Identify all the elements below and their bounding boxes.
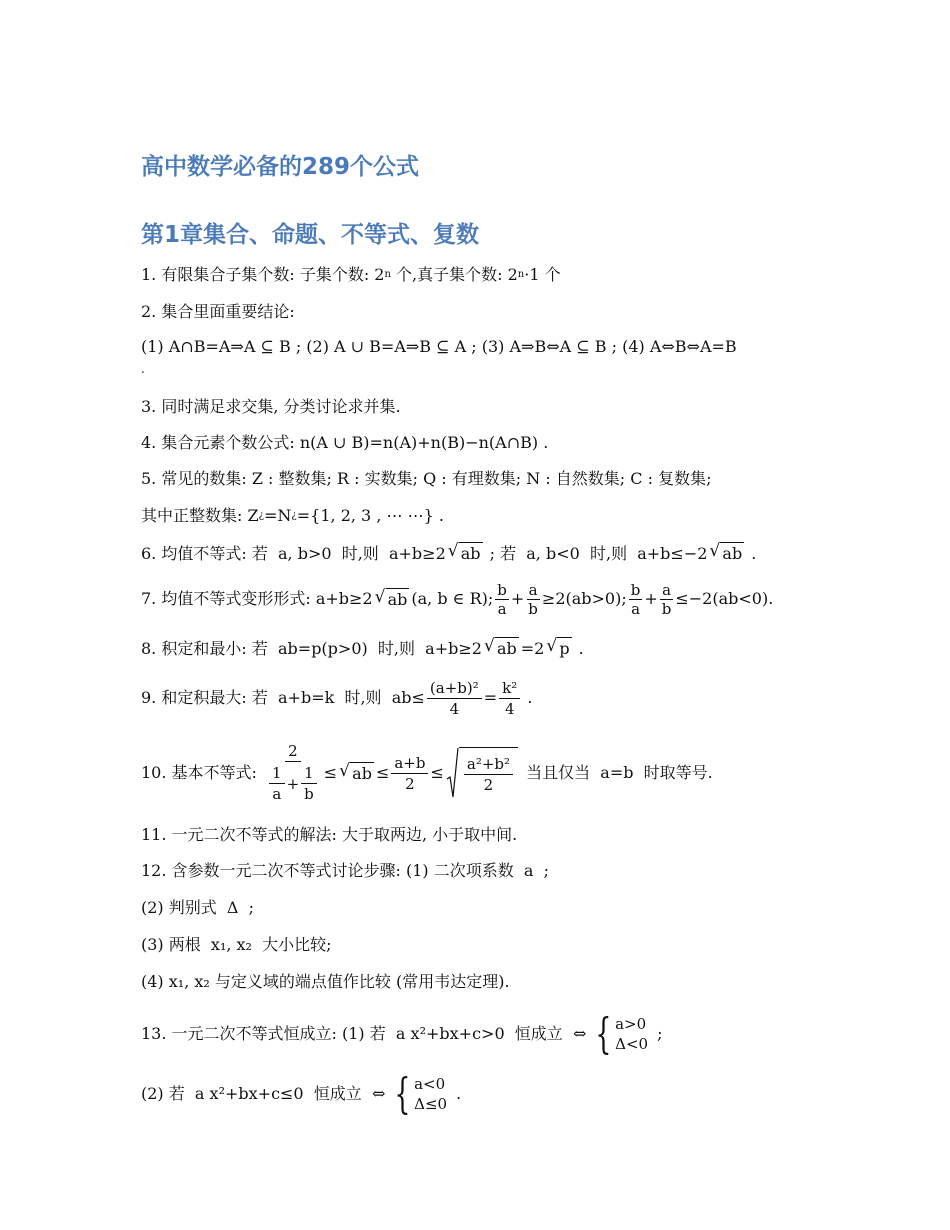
formula-4 xyxy=(141,432,548,454)
formula-7 xyxy=(141,580,773,618)
formula-2-text: 2. 集合里面重要结论: xyxy=(141,302,295,321)
formula-1: 1. 有限集合子集个数: 子集个数: 2 n 个,真子集个数: 2 n ·1 个 xyxy=(141,265,561,284)
formula-7-pre: 7. 均值不等式变形形式: a+b≥2 xyxy=(141,589,373,608)
formula-1-mid: 个,真子集个数: 2 xyxy=(390,265,518,284)
sqrt-ab xyxy=(339,762,374,785)
sqrt-radicand: ab xyxy=(387,589,408,609)
formula-8-mid: =2 xyxy=(520,638,545,658)
formula-13b-pre: (2) 若 a x²+bx+c≤0 恒成立 ⇔ xyxy=(141,1084,386,1103)
formula-2b-dot-text: . xyxy=(141,362,145,376)
formula-13b xyxy=(141,1070,461,1118)
numerator: b xyxy=(630,580,641,599)
harmonic-mean-fraction xyxy=(264,741,322,805)
formula-13-pre: 13. 一元二次不等式恒成立: (1) 若 a x²+bx+c>0 恒成立 ⇔ xyxy=(141,1024,587,1043)
formula-11 xyxy=(141,824,517,846)
left-brace-icon: { xyxy=(394,1069,411,1118)
case-brace xyxy=(389,1069,448,1118)
formula-6-pre: 6. 均值不等式: 若 a, b>0 时,则 a+b≥2 xyxy=(141,543,446,563)
fraction-sum-squared-over-4 xyxy=(427,678,482,719)
sqrt-ab xyxy=(375,588,410,611)
formula-9 xyxy=(141,676,532,720)
formula-13 xyxy=(141,1010,663,1058)
radical-sign-icon xyxy=(447,747,459,799)
formula-10-pre: 10. 基本不等式: xyxy=(141,763,263,782)
formula-8-end: . xyxy=(573,638,584,658)
formula-12 xyxy=(141,860,549,882)
fraction-1-over-a xyxy=(269,763,285,804)
numerator: a+b xyxy=(391,753,428,774)
formula-9-pre: 9. 和定积最大: 若 a+b=k 时,则 ab≤ xyxy=(141,688,425,707)
left-brace-icon: { xyxy=(595,1009,612,1058)
denominator: 2 xyxy=(483,776,494,794)
formula-3-text: 3. 同时满足求交集, 分类讨论求并集. xyxy=(141,397,401,416)
formula-13b-end: . xyxy=(451,1084,462,1103)
plus-sign: + xyxy=(644,589,658,608)
sqrt-ab-2 xyxy=(709,542,744,565)
numerator: a²+b² xyxy=(464,754,513,775)
numerator: b xyxy=(497,580,507,599)
formula-12c xyxy=(141,934,332,956)
fraction-a-over-b xyxy=(526,581,540,618)
formula-2b xyxy=(141,336,737,358)
denominator: a xyxy=(497,599,507,618)
le-sign: ≤ xyxy=(375,763,390,782)
denominator: b xyxy=(661,599,672,618)
condition-1: a>0 xyxy=(615,1015,647,1033)
formula-3 xyxy=(141,396,401,418)
formula-8 xyxy=(141,637,584,660)
sqrt-radicand xyxy=(459,747,518,799)
formula-12b xyxy=(141,897,254,919)
sqrt-p xyxy=(546,637,571,660)
formula-5b-mid: =N xyxy=(263,506,292,525)
formula-13-end: ; xyxy=(652,1024,663,1043)
plus-sign: + xyxy=(510,589,525,608)
sqrt-ab xyxy=(448,542,483,565)
numerator: a xyxy=(662,580,672,599)
fraction-a-over-b-2 xyxy=(660,581,674,618)
sqrt-radicand-2: p xyxy=(559,639,570,658)
numerator: 2 xyxy=(285,741,301,762)
formula-2b-dot xyxy=(141,358,145,380)
condition-1: a<0 xyxy=(414,1075,446,1093)
fraction-sum-of-squares-over-2 xyxy=(464,754,513,795)
denominator: b xyxy=(304,785,314,803)
formula-1-text: 1. 有限集合子集个数: 子集个数: 2 xyxy=(141,265,385,284)
formula-4-text: 4. 集合元素个数公式: n(A ∪ B)=n(A)+n(B)−n(A∩B) . xyxy=(141,433,549,452)
formula-2 xyxy=(141,301,295,323)
numerator: a xyxy=(528,580,538,599)
fraction-b-over-a-2 xyxy=(629,581,643,618)
le-sign: ≤ xyxy=(430,763,444,782)
formula-2b-text: (1) A∩B=A⇒A ⊆ B ; (2) A ∪ B=A⇒B ⊆ A ; (3) A⇒B⇔A ⊆ B ; (4) A⇔B⇔A=B xyxy=(141,337,737,356)
formula-6 xyxy=(141,542,756,565)
chapter-heading: 第1章集合、命题、不等式、复数 xyxy=(141,222,480,248)
sqrt-ab xyxy=(484,637,519,660)
denominator: b xyxy=(528,599,538,618)
formula-7-p3: ≤−2(ab<0). xyxy=(675,589,774,608)
equals-sign: = xyxy=(483,688,498,707)
le-sign: ≤ xyxy=(323,763,338,782)
formula-5 xyxy=(141,468,711,490)
formula-12-text: 12. 含参数一元二次不等式讨论步骤: (1) 二次项系数 a ; xyxy=(141,861,550,880)
formula-5b-end: ={1, 2, 3 , ⋯ ⋯} . xyxy=(296,506,444,525)
formula-10-end: 当且仅当 a=b 时取等号. xyxy=(521,763,713,782)
formula-6-end: . xyxy=(746,543,757,563)
denominator: 4 xyxy=(504,699,515,718)
sqrt-quadratic-mean xyxy=(447,747,518,799)
numerator: (a+b)² xyxy=(427,678,482,699)
formula-12d-text: (4) x₁, x₂ 与定义域的端点值作比较 (常用韦达定理). xyxy=(141,972,510,991)
condition-stack xyxy=(414,1074,447,1114)
denominator: a xyxy=(631,599,641,618)
denominator: a xyxy=(272,785,282,803)
formula-10 xyxy=(141,738,713,808)
condition-2: Δ≤0 xyxy=(414,1095,448,1113)
document-title: 高中数学必备的289个公式 xyxy=(141,154,420,180)
case-brace xyxy=(590,1009,649,1058)
sqrt-radicand: ab xyxy=(496,639,517,658)
formula-12b-text: (2) 判别式 Δ ; xyxy=(141,898,255,917)
denominator: 4 xyxy=(449,699,460,718)
fraction-a-plus-b-over-2 xyxy=(391,753,428,794)
formula-12d xyxy=(141,971,510,993)
formula-11-text: 11. 一元二次不等式的解法: 大于取两边, 小于取中间. xyxy=(141,825,518,844)
formula-7-p1: (a, b ∈ R); xyxy=(411,589,494,608)
plus-sign: + xyxy=(286,774,300,793)
sqrt-radicand: ab xyxy=(352,763,372,783)
denominator xyxy=(264,762,322,805)
numerator: k² xyxy=(499,678,520,699)
formula-5b-pre: 其中正整数集: Z xyxy=(141,506,259,525)
condition-2: Δ<0 xyxy=(615,1035,649,1053)
numerator: 1 xyxy=(269,763,285,784)
numerator: 1 xyxy=(301,763,317,784)
condition-stack xyxy=(615,1014,648,1054)
sqrt-radicand: ab xyxy=(460,544,481,563)
formula-9-end: . xyxy=(522,688,533,707)
fraction-1-over-b xyxy=(301,763,317,804)
sqrt-radicand-2: ab xyxy=(722,544,743,563)
formula-6-mid: ; 若 a, b<0 时,则 a+b≤−2 xyxy=(484,543,708,563)
denominator: 2 xyxy=(405,774,415,793)
formula-5b: 其中正整数集: Z ¿ =N ¿ ={1, 2, 3 , ⋯ ⋯} . xyxy=(141,506,444,525)
formula-8-pre: 8. 积定和最小: 若 ab=p(p>0) 时,则 a+b≥2 xyxy=(141,638,482,658)
formula-12c-text: (3) 两根 x₁, x₂ 大小比较; xyxy=(141,935,332,954)
formula-1-end: ·1 个 xyxy=(524,265,561,284)
fraction-b-over-a xyxy=(495,581,509,618)
formula-5-text: 5. 常见的数集: Z : 整数集; R : 实数集; Q : 有理数集; N : 自然数集; C : 复数集; xyxy=(141,469,712,488)
fraction-k-squared-over-4 xyxy=(499,678,520,719)
formula-7-p2: ≥2(ab>0); xyxy=(541,589,627,608)
